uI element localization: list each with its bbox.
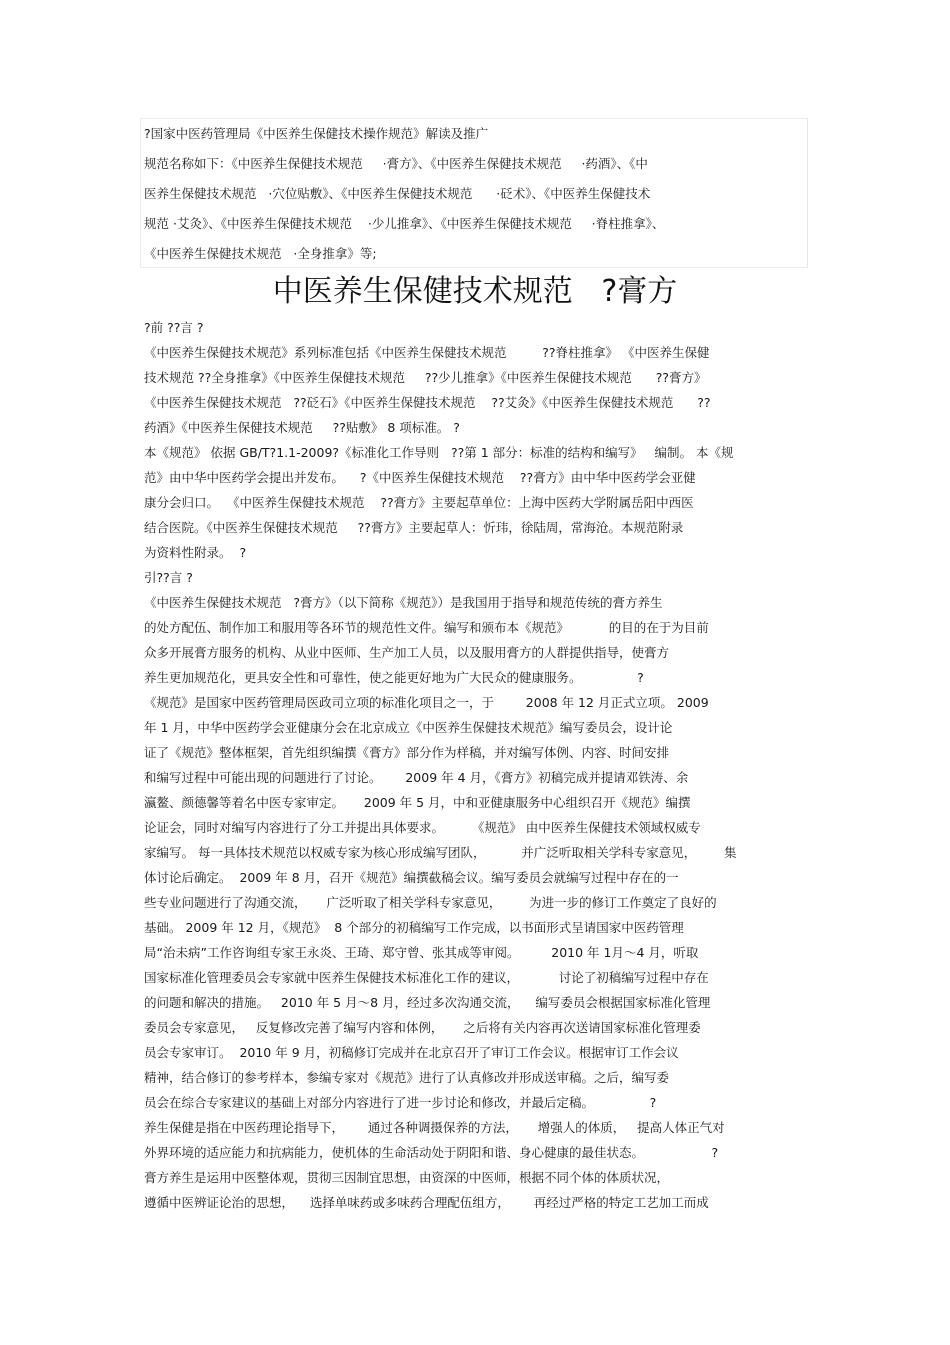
body-line: 员会在综合专家建议的基础上对部分内容进行了进一步讨论和修改，并最后定稿。 ? xyxy=(144,1095,657,1110)
body-line: 瀛鳌、颜德馨等着名中医专家审定。 2009 年 5 月，中和亚健康服务中心组织召开《规范》编撰 xyxy=(144,795,691,810)
intro-line: 规范 ·艾灸》、《中医养生保健技术规范 ·少儿推拿》、《中医养生保健技术规范 ·脊柱推拿》、 xyxy=(144,216,665,231)
body-line: 养生保健是指在中医药理论指导下， 通过各种调摄保养的方法， 增强人的体质， 提高人体正气对 xyxy=(144,1120,725,1135)
body-line: 技术规范 ??全身推拿》《中医养生保健技术规范 ??少儿推拿》《中医养生保健技术规范 ??膏方》 xyxy=(144,370,707,385)
body-line: 证了《规范》整体框架，首先组织编撰《膏方》部分作为样稿，并对编写体例、内容、时间安排 xyxy=(144,745,670,760)
body-line: 局“治未病”工作咨询组专家王永炎、王琦、郑守曾、张其成等审阅。 2010 年 1月～4 月，听取 xyxy=(144,945,699,960)
body-line: 体讨论后确定。 2009 年 8 月，召开《规范》编撰截稿会议。编写委员会就编写过程中存在的一 xyxy=(144,870,679,885)
body-line: 《中医养生保健技术规范 ??砭石》《中医养生保健技术规范 ??艾灸》《中医养生保健技术规范 ?? xyxy=(144,395,711,410)
body-line: 家编写。 每一具体技术规范以权威专家为核心形成编写团队， 并广泛听取相关学科专家意见， 集 xyxy=(144,845,737,860)
body-line: 些专业问题进行了沟通交流， 广泛听取了相关学科专家意见， 为进一步的修订工作奠定了良好的 xyxy=(144,895,717,910)
body-line: 国家标准化管理委员会专家就中医养生保健技术标准化工作的建议， 讨论了初稿编写过程中存在 xyxy=(144,970,709,985)
body-line: 药酒》《中医养生保健技术规范 ??贴敷》 8 项标准。 ? xyxy=(144,420,460,435)
intro-line: ?国家中医药管理局《中医养生保健技术操作规范》解读及推广 xyxy=(144,126,489,141)
body-line: 本《规范》 依据 GB/T?1.1-2009?《标准化工作导则 ??第 1 部分：标准的结构和编写》 编制。 本《规 xyxy=(144,445,734,460)
body-line: 基础。 2009 年 12 月，《规范》 8 个部分的初稿编写工作完成，以书面形式呈请国家中医药管理 xyxy=(144,920,684,935)
body-line: 委员会专家意见， 反复修改完善了编写内容和体例， 之后将有关内容再次送请国家标准化管理委 xyxy=(144,1020,701,1035)
body-line: 和编写过程中可能出现的问题进行了讨论。 2009 年 4 月，《膏方》初稿完成并提请邓铁涛、余 xyxy=(144,770,689,785)
body-line: 遵循中医辨证论治的思想， 选择单味药或多味药合理配伍组方， 再经过严格的特定工艺加工而成 xyxy=(144,1195,709,1210)
body-line: 养生更加规范化，更具安全性和可靠性，使之能更好地为广大民众的健康服务。 ? xyxy=(144,670,644,685)
body-line: 论证会，同时对编写内容进行了分工并提出具体要求。 《规范》 由中医养生保健技术领域权威专 xyxy=(144,820,701,835)
body-line: 膏方养生是运用中医整体观，贯彻三因制宜思想，由资深的中医师，根据不同个体的体质状况， xyxy=(144,1170,670,1185)
body-line: 的处方配伍、制作加工和服用等各环节的规范性文件。编写和颁布本《规范》 的目的在于为目前 xyxy=(144,620,709,635)
intro-line: 医养生保健技术规范 ·穴位贴敷》、《中医养生保健技术规范 ·砭术》、《中医养生保健技术 xyxy=(144,186,651,201)
body-line: 引??言 ? xyxy=(144,570,193,585)
body-line: 康分会归口。 《中医养生保健技术规范 ??膏方》主要起草单位：上海中医药大学附属岳阳中西医 xyxy=(144,495,694,510)
body-line: 范》由中华中医药学会提出并发布。 ?《中医养生保健技术规范 ??膏方》由中华中医药学会亚健 xyxy=(144,470,696,485)
intro-line: 《中医养生保健技术规范 ·全身推拿》等; xyxy=(144,246,377,261)
body-line: 员会专家审订。 2010 年 9 月，初稿修订完成并在北京召开了审订工作会议。根据审订工作会议 xyxy=(144,1045,679,1060)
body-line: ?前 ??言 ? xyxy=(144,320,204,335)
body-line: 为资料性附录。 ? xyxy=(144,545,247,560)
body-line: 《中医养生保健技术规范 ?膏方》（以下简称《规范》）是我国用于指导和规范传统的膏方养生 xyxy=(144,595,663,610)
body-line: 《规范》是国家中医药管理局医政司立项的标准化项目之一，于 2008 年 12 月正式立项。 2009 xyxy=(144,695,709,710)
intro-line: 规范名称如下：《中医养生保健技术规范 ·膏方》、《中医养生保健技术规范 ·药酒》、《中 xyxy=(144,156,648,171)
body-line: 《中医养生保健技术规范》系列标准包括《中医养生保健技术规范 ??脊柱推拿》 《中医养生保健 xyxy=(144,345,710,360)
document-title: 中医养生保健技术规范 ?膏方 xyxy=(272,274,678,309)
body-line: 外界环境的适应能力和抗病能力，使机体的生命活动处于阴阳和谐、身心健康的最佳状态。 ? xyxy=(144,1145,719,1160)
body-line: 众多开展膏方服务的机构、从业中医师、生产加工人员，以及服用膏方的人群提供指导，使膏方 xyxy=(144,645,670,660)
body-line: 年 1 月，中华中医药学会亚健康分会在北京成立《中医养生保健技术规范》编写委员会，设计论 xyxy=(144,720,673,735)
body-line: 精神，结合修订的参考样本，参编专家对《规范》进行了认真修改并形成送审稿。之后，编写委 xyxy=(144,1070,670,1085)
body-line: 的问题和解决的措施。 2010 年 5 月～8 月，经过多次沟通交流， 编写委员会根据国家标准化管理 xyxy=(144,995,711,1010)
body-line: 结合医院。《中医养生保健技术规范 ??膏方》主要起草人：忻玮，徐陆周，常海沧。本规范附录 xyxy=(144,520,684,535)
